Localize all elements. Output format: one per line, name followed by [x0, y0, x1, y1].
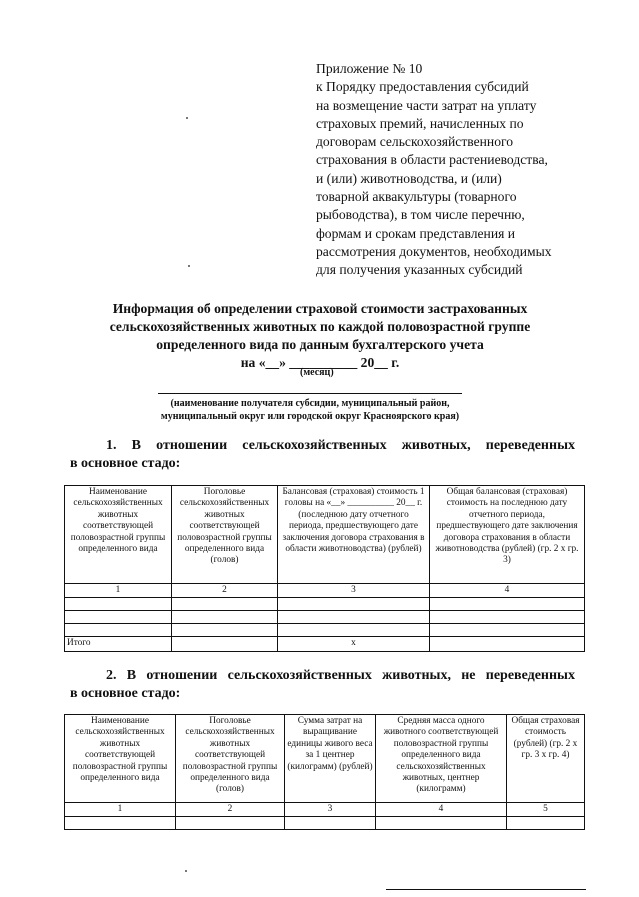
recipient-underline [158, 393, 462, 394]
appendix-line: рыбоводства), в том числе перечню, [316, 207, 525, 223]
title-line: сельскохозяйственных животных по каждой половозрастной группе [109, 319, 531, 334]
header-cell: Поголовье сельскохозяйственных животных соответствующей половозрастной группы определенного вида (голов) [172, 486, 278, 584]
column-number: 5 [507, 803, 585, 817]
scan-speck [185, 870, 187, 872]
title-line: Информация об определении страховой стоимости застрахованных [112, 301, 528, 316]
header-cell: Балансовая (страховая) стоимость 1 головы на «__» __________ 20__ г. (последнюю дату отчетного периода, предшествующего дате заключения договора страхования в области животноводства) (рублей) [278, 486, 430, 584]
appendix-line: рассмотрения документов, необходимых [316, 243, 552, 259]
appendix-line: Приложение № 10 [316, 61, 423, 76]
section2-line2: в основное стадо: [70, 686, 181, 701]
column-number: 3 [278, 584, 430, 598]
section2-heading [70, 667, 575, 703]
section1-line2: в основное стадо: [70, 456, 181, 471]
document-title [60, 300, 580, 372]
recipient-hint-line: муниципальный округ или городской округ Красноярского края) [160, 411, 460, 422]
header-cell: Наименование сельскохозяйственных животных соответствующей половозрастной группы определенного вида [65, 715, 176, 803]
appendix-line: на возмещение части затрат на уплату [316, 97, 537, 113]
table-row [65, 611, 585, 624]
scan-speck [188, 265, 190, 267]
recipient-hint-line: (наименование получателя субсидии, муниципальный район, [170, 398, 450, 409]
appendix-line: формам и срокам представления и [316, 225, 516, 241]
title-line: определенного вида по данным бухгалтерского учета [156, 337, 484, 352]
header-cell: Поголовье сельскохозяйственных животных соответствующей половозрастной группы определенного вида (голов) [176, 715, 285, 803]
table-total-row [65, 637, 585, 651]
section1-table [64, 485, 585, 652]
header-cell: Сумма затрат на выращивание единицы живого веса за 1 центнер (килограмм) (рублей) [285, 715, 376, 803]
appendix-line: товарной аквакультуры (товарного [316, 189, 517, 205]
month-hint: (месяц) [300, 367, 334, 378]
column-number: 2 [176, 803, 285, 817]
table-row [65, 817, 585, 830]
header-cell: Средняя масса одного животного соответствующей половозрастной группы определенного вида сельскохозяйственных животных, центнер (килограмм) [376, 715, 507, 803]
appendix-line: и (или) животноводства, и (или) [316, 170, 502, 186]
section1-line1: 1. В отношении сельскохозяйственных животных, переведенных [106, 438, 575, 453]
header-cell: Общая балансовая (страховая) стоимость на последнюю дату отчетного периода, предшествующего дате заключения договора страхования в области животноводства (рублей) (гр. 2 х гр. 3) [430, 486, 585, 584]
section1-heading [70, 437, 575, 473]
column-number: 4 [376, 803, 507, 817]
appendix-block [316, 60, 616, 280]
column-number: 1 [65, 803, 176, 817]
column-number: 4 [430, 584, 585, 598]
footer-line [386, 889, 586, 890]
scan-speck [186, 117, 188, 119]
total-label: Итого [65, 637, 172, 651]
table-number-row [65, 584, 585, 598]
header-cell: Наименование сельскохозяйственных животных соответствующей половозрастной группы определенного вида [65, 486, 172, 584]
column-number: 2 [172, 584, 278, 598]
total-x-mark: х [278, 637, 430, 651]
table-header-row [65, 486, 585, 584]
section2-table [64, 714, 585, 830]
appendix-line: страхования в области растениеводства, [316, 152, 548, 168]
appendix-line: страховых премий, начисленных по [316, 115, 524, 131]
table-row [65, 598, 585, 611]
column-number: 1 [65, 584, 172, 598]
appendix-line: договорам сельскохозяйственного [316, 134, 514, 150]
column-number: 3 [285, 803, 376, 817]
table-row [65, 624, 585, 637]
appendix-line: для получения указанных субсидий [316, 262, 523, 278]
title-date-line: на «__» __________ 20__ г. [240, 355, 400, 370]
table-number-row [65, 803, 585, 817]
section2-line1: 2. В отношении сельскохозяйственных животных, не переведенных [106, 668, 575, 683]
header-cell: Общая страховая стоимость (рублей) (гр. 2 х гр. 3 х гр. 4) [507, 715, 585, 803]
table-header-row [65, 715, 585, 803]
recipient-hint [120, 397, 500, 423]
appendix-line: к Порядку предоставления субсидий [316, 79, 529, 95]
